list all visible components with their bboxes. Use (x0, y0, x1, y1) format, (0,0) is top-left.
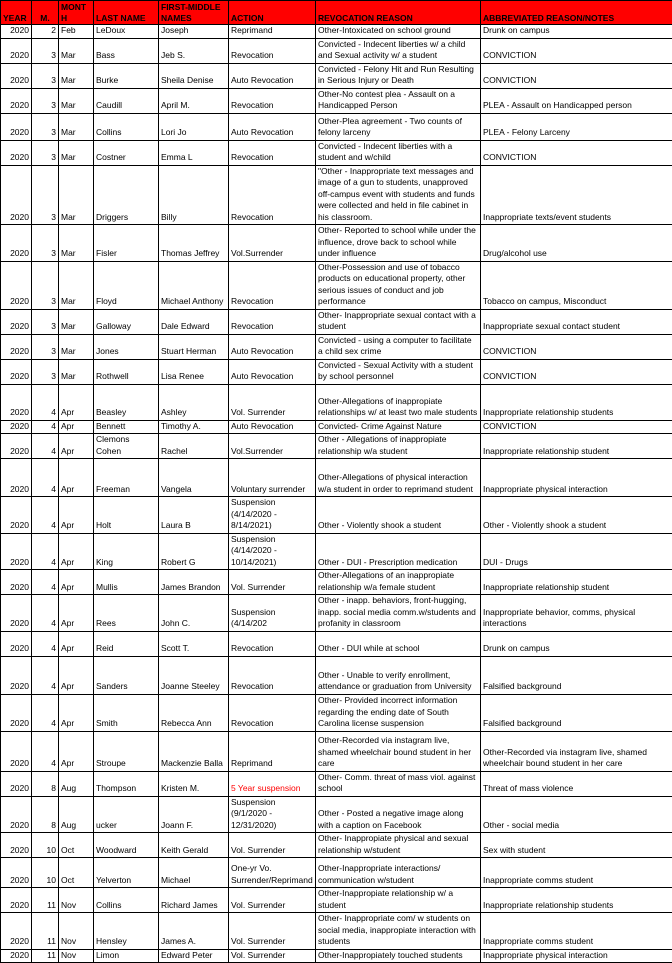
cell-action[interactable]: Vol.Surrender (229, 225, 316, 262)
cell-last-name[interactable]: Rothwell (94, 359, 159, 384)
table-row (1, 140, 672, 165)
cell-month-number[interactable]: 3 (32, 140, 59, 165)
cell-last-name[interactable]: Jones (94, 334, 159, 359)
cell-revocation-reason[interactable]: Other- Comm. threat of mass viol. against school (316, 771, 481, 796)
header-cell-action[interactable]: ACTION (229, 1, 316, 25)
cell-month-number[interactable]: 4 (32, 656, 59, 694)
cell-abbreviated-reason-notes[interactable]: Inappropriate relationship students (481, 384, 672, 420)
cell-month-number[interactable]: 4 (32, 434, 59, 459)
cell-month[interactable]: Apr (59, 656, 94, 694)
cell-action[interactable]: Auto Revocation (229, 359, 316, 384)
table-row (1, 497, 672, 534)
cell-first-middle-names[interactable]: Lisa Renee (159, 359, 229, 384)
table-row (1, 261, 672, 309)
cell-last-name[interactable]: Reid (94, 631, 159, 656)
cell-month[interactable]: Apr (59, 497, 94, 534)
cell-revocation-reason[interactable]: Other-Possession and use of tobacco products on educational property, other serious issues of conduct and job performance (316, 261, 481, 309)
table-row (1, 833, 672, 858)
cell-revocation-reason[interactable]: Other- Reported to school while under the influence, drove back to school while under influence (316, 225, 481, 262)
cell-month[interactable]: Mar (59, 334, 94, 359)
cell-abbreviated-reason-notes[interactable]: Drug/alcohol use (481, 225, 672, 262)
cell-year[interactable]: 2020 (1, 771, 32, 796)
cell-last-name[interactable]: Hensley (94, 913, 159, 950)
cell-last-name[interactable]: Costner (94, 140, 159, 165)
cell-month-number[interactable]: 3 (32, 225, 59, 262)
cell-month-number[interactable]: 4 (32, 731, 59, 771)
cell-revocation-reason[interactable]: Other - Posted a negative image along with a caption on Facebook (316, 796, 481, 833)
cell-first-middle-names[interactable]: Michael (159, 858, 229, 888)
cell-abbreviated-reason-notes[interactable]: Inappropriate relationship students (481, 888, 672, 913)
cell-first-middle-names[interactable]: Billy (159, 165, 229, 225)
cell-abbreviated-reason-notes[interactable]: CONVICTION (481, 420, 672, 434)
table-row (1, 694, 672, 731)
cell-year[interactable]: 2020 (1, 888, 32, 913)
cell-month[interactable]: Apr (59, 434, 94, 459)
cell-revocation-reason[interactable]: Other - inapp. behaviors, front-hugging, inapp. social media comm.w/students and profanity in classroom (316, 595, 481, 632)
cell-first-middle-names[interactable]: Timothy A. (159, 420, 229, 434)
cell-revocation-reason[interactable]: Other - DUI while at school (316, 631, 481, 656)
cell-year[interactable]: 2020 (1, 25, 32, 39)
cell-month[interactable]: Apr (59, 694, 94, 731)
cell-month[interactable]: Aug (59, 796, 94, 833)
cell-month-number[interactable]: 4 (32, 595, 59, 632)
cell-month-number[interactable]: 10 (32, 858, 59, 888)
table-row (1, 434, 672, 459)
cell-month[interactable]: Mar (59, 113, 94, 140)
table-row (1, 420, 672, 434)
cell-abbreviated-reason-notes[interactable]: Sex with student (481, 833, 672, 858)
cell-month[interactable]: Mar (59, 63, 94, 88)
cell-month[interactable]: Nov (59, 949, 94, 963)
cell-last-name[interactable]: Clemons Cohen (94, 434, 159, 459)
cell-abbreviated-reason-notes[interactable]: Falsified background (481, 656, 672, 694)
cell-action[interactable]: Auto Revocation (229, 113, 316, 140)
cell-action[interactable]: Suspension (4/14/2020 - 10/14/2021) (229, 533, 316, 570)
cell-revocation-reason[interactable]: Other-Intoxicated on school ground (316, 25, 481, 39)
cell-action[interactable]: Vol. Surrender (229, 949, 316, 963)
cell-abbreviated-reason-notes[interactable]: Falsified background (481, 694, 672, 731)
cell-year[interactable]: 2020 (1, 833, 32, 858)
header-row (1, 1, 672, 25)
cell-last-name[interactable]: Collins (94, 113, 159, 140)
cell-month-number[interactable]: 4 (32, 459, 59, 497)
cell-month-number[interactable]: 4 (32, 570, 59, 595)
cell-abbreviated-reason-notes[interactable]: CONVICTION (481, 359, 672, 384)
cell-last-name[interactable]: Limon (94, 949, 159, 963)
cell-abbreviated-reason-notes[interactable]: Inappropriate physical interaction (481, 459, 672, 497)
cell-year[interactable]: 2020 (1, 261, 32, 309)
table-row (1, 88, 672, 113)
cell-abbreviated-reason-notes[interactable]: PLEA - Assault on Handicapped person (481, 88, 672, 113)
cell-month-number[interactable]: 3 (32, 261, 59, 309)
cell-first-middle-names[interactable]: Edward Peter (159, 949, 229, 963)
cell-month-number[interactable]: 3 (32, 38, 59, 63)
cell-month-number[interactable]: 4 (32, 384, 59, 420)
cell-last-name[interactable]: LeDoux (94, 25, 159, 39)
cell-abbreviated-reason-notes[interactable]: Inappropriate comms student (481, 858, 672, 888)
table-row (1, 570, 672, 595)
cell-month-number[interactable]: 3 (32, 309, 59, 334)
header-cell-last-name[interactable]: LAST NAME (94, 1, 159, 25)
cell-month-number[interactable]: 4 (32, 420, 59, 434)
cell-month[interactable]: Apr (59, 459, 94, 497)
cell-action[interactable]: Revocation (229, 165, 316, 225)
cell-month[interactable]: Apr (59, 570, 94, 595)
cell-first-middle-names[interactable]: Vangela (159, 459, 229, 497)
cell-revocation-reason[interactable]: Other-Inappropiately touched students (316, 949, 481, 963)
cell-action[interactable]: Vol. Surrender (229, 913, 316, 950)
table-row (1, 359, 672, 384)
table-row (1, 631, 672, 656)
cell-revocation-reason[interactable]: Convicted - Felony Hit and Run Resulting in Serious Injury or Death (316, 63, 481, 88)
table-row (1, 888, 672, 913)
cell-year[interactable]: 2020 (1, 140, 32, 165)
cell-action[interactable]: Vol. Surrender (229, 833, 316, 858)
cell-action[interactable]: Revocation (229, 656, 316, 694)
cell-abbreviated-reason-notes[interactable]: Inappropriate relationship student (481, 570, 672, 595)
cell-first-middle-names[interactable]: Laura B (159, 497, 229, 534)
cell-revocation-reason[interactable]: Convicted- Crime Against Nature (316, 420, 481, 434)
cell-first-middle-names[interactable]: Richard James (159, 888, 229, 913)
cell-year[interactable]: 2020 (1, 533, 32, 570)
cell-last-name[interactable]: Mullis (94, 570, 159, 595)
cell-last-name[interactable]: Bass (94, 38, 159, 63)
cell-first-middle-names[interactable]: Dale Edward (159, 309, 229, 334)
table-row (1, 38, 672, 63)
cell-month[interactable]: Apr (59, 631, 94, 656)
cell-action[interactable]: Vol. Surrender (229, 384, 316, 420)
cell-year[interactable]: 2020 (1, 731, 32, 771)
cell-last-name[interactable]: Driggers (94, 165, 159, 225)
cell-action[interactable]: Revocation (229, 309, 316, 334)
cell-year[interactable]: 2020 (1, 359, 32, 384)
cell-year[interactable]: 2020 (1, 334, 32, 359)
cell-action[interactable]: Reprimand (229, 25, 316, 39)
cell-revocation-reason[interactable]: Other- Inappropiate physical and sexual relationship w/student (316, 833, 481, 858)
cell-last-name[interactable]: Woodward (94, 833, 159, 858)
table-row (1, 533, 672, 570)
cell-action[interactable]: Vol. Surrender (229, 888, 316, 913)
cell-first-middle-names[interactable]: John C. (159, 595, 229, 632)
cell-action[interactable]: Suspension (4/14/202 (229, 595, 316, 632)
cell-revocation-reason[interactable]: Other - Violently shook a student (316, 497, 481, 534)
cell-first-middle-names[interactable]: Mackenzie Balla (159, 731, 229, 771)
table-row (1, 63, 672, 88)
header-cell-month[interactable]: MONTH (59, 1, 94, 25)
cell-year[interactable]: 2020 (1, 165, 32, 225)
cell-month[interactable]: Mar (59, 261, 94, 309)
cell-month[interactable]: Mar (59, 359, 94, 384)
cell-abbreviated-reason-notes[interactable]: CONVICTION (481, 334, 672, 359)
cell-year[interactable]: 2020 (1, 913, 32, 950)
cell-month[interactable]: Mar (59, 38, 94, 63)
table-row (1, 165, 672, 225)
cell-action[interactable]: Revocation (229, 140, 316, 165)
cell-last-name[interactable]: ucker (94, 796, 159, 833)
cell-revocation-reason[interactable]: Other- Inappropriate com/ w students on social media, inappropiate interaction with students (316, 913, 481, 950)
table-row (1, 913, 672, 950)
cell-action[interactable]: Revocation (229, 631, 316, 656)
header-cell-abbreviated-reason-notes[interactable]: ABBREVIATED REASON/NOTES (481, 1, 672, 25)
cell-first-middle-names[interactable]: Rebecca Ann (159, 694, 229, 731)
cell-first-middle-names[interactable]: Stuart Herman (159, 334, 229, 359)
cell-abbreviated-reason-notes[interactable]: CONVICTION (481, 63, 672, 88)
cell-last-name[interactable]: Yelverton (94, 858, 159, 888)
cell-first-middle-names[interactable]: Ashley (159, 384, 229, 420)
cell-year[interactable]: 2020 (1, 384, 32, 420)
cell-revocation-reason[interactable]: Other-Allegations of an inappropiate relationship w/a female student (316, 570, 481, 595)
table-row (1, 771, 672, 796)
cell-month-number[interactable]: 8 (32, 796, 59, 833)
cell-month-number[interactable]: 11 (32, 913, 59, 950)
table-row (1, 25, 672, 39)
cell-month-number[interactable]: 11 (32, 949, 59, 963)
cell-month[interactable]: Mar (59, 140, 94, 165)
cell-action[interactable]: Auto Revocation (229, 63, 316, 88)
cell-month-number[interactable]: 3 (32, 359, 59, 384)
table-row (1, 595, 672, 632)
cell-year[interactable]: 2020 (1, 434, 32, 459)
cell-action[interactable]: Reprimand (229, 731, 316, 771)
cell-abbreviated-reason-notes[interactable]: Inappropriate texts/event students (481, 165, 672, 225)
cell-year[interactable]: 2020 (1, 63, 32, 88)
cell-action[interactable]: One-yr Vo. Surrender/Reprimand (229, 858, 316, 888)
cell-abbreviated-reason-notes[interactable]: Inappropriate sexual contact student (481, 309, 672, 334)
cell-revocation-reason[interactable]: Other - Allegations of inappropiate relationship w/a student (316, 434, 481, 459)
cell-revocation-reason[interactable]: Other- Provided incorrect information regarding the ending date of South Carolina license suspension (316, 694, 481, 731)
cell-year[interactable]: 2020 (1, 309, 32, 334)
cell-year[interactable]: 2020 (1, 694, 32, 731)
cell-first-middle-names[interactable]: Rachel (159, 434, 229, 459)
cell-revocation-reason[interactable]: "Other - Inappropriate text messages and image of a gun to students, unapproved off-campus event with students and funds were collected and held in file cabinet in his classroom. (316, 165, 481, 225)
cell-last-name[interactable]: Floyd (94, 261, 159, 309)
header-cell-first-middle-names[interactable]: FIRST-MIDDLE NAMES (159, 1, 229, 25)
header-cell-year[interactable]: YEAR (1, 1, 32, 25)
header-cell-month-number[interactable]: M. (32, 1, 59, 25)
cell-month[interactable]: Nov (59, 888, 94, 913)
cell-revocation-reason[interactable]: Convicted - Indecent liberties with a student and w/child (316, 140, 481, 165)
cell-first-middle-names[interactable]: Lori Jo (159, 113, 229, 140)
cell-revocation-reason[interactable]: Other-Plea agreement - Two counts of felony larceny (316, 113, 481, 140)
cell-first-middle-names[interactable]: Joann F. (159, 796, 229, 833)
cell-month[interactable]: Aug (59, 771, 94, 796)
cell-month-number[interactable]: 3 (32, 63, 59, 88)
table-row (1, 731, 672, 771)
cell-last-name[interactable]: Fisler (94, 225, 159, 262)
table-body (1, 25, 672, 963)
cell-month[interactable]: Feb (59, 25, 94, 39)
cell-last-name[interactable]: Holt (94, 497, 159, 534)
cell-month[interactable]: Apr (59, 533, 94, 570)
cell-abbreviated-reason-notes[interactable]: Inappropriate physical interaction (481, 949, 672, 963)
cell-abbreviated-reason-notes[interactable]: Inappropriate behavior, comms, physical interactions (481, 595, 672, 632)
cell-first-middle-names[interactable]: Scott T. (159, 631, 229, 656)
table-row (1, 384, 672, 420)
cell-abbreviated-reason-notes[interactable]: Tobacco on campus, Misconduct (481, 261, 672, 309)
cell-first-middle-names[interactable]: Joseph (159, 25, 229, 39)
cell-last-name[interactable]: Beasley (94, 384, 159, 420)
cell-action[interactable]: Vol.Surrender (229, 434, 316, 459)
cell-revocation-reason[interactable]: Other-Allegations of physical interaction w/a student in order to reprimand student (316, 459, 481, 497)
cell-abbreviated-reason-notes[interactable]: Inappropriate relationship student (481, 434, 672, 459)
cell-month-number[interactable]: 10 (32, 833, 59, 858)
table-row (1, 949, 672, 963)
cell-action[interactable]: Revocation (229, 38, 316, 63)
cell-last-name[interactable]: King (94, 533, 159, 570)
cell-year[interactable]: 2020 (1, 459, 32, 497)
table-row (1, 858, 672, 888)
cell-revocation-reason[interactable]: Other-Inappropriate interactions/ communication w/student (316, 858, 481, 888)
cell-abbreviated-reason-notes[interactable]: Inappropriate comms student (481, 913, 672, 950)
cell-abbreviated-reason-notes[interactable]: Other - Violently shook a student (481, 497, 672, 534)
header-cell-revocation-reason[interactable]: REVOCATION REASON (316, 1, 481, 25)
cell-year[interactable]: 2020 (1, 497, 32, 534)
cell-first-middle-names[interactable]: Kristen M. (159, 771, 229, 796)
cell-revocation-reason[interactable]: Other-No contest plea - Assault on a Handicapped Person (316, 88, 481, 113)
cell-month-number[interactable]: 3 (32, 165, 59, 225)
cell-last-name[interactable]: Galloway (94, 309, 159, 334)
cell-month[interactable]: Mar (59, 165, 94, 225)
cell-first-middle-names[interactable]: Joanne Steeley (159, 656, 229, 694)
cell-revocation-reason[interactable]: Other- Inappropriate sexual contact with a student (316, 309, 481, 334)
cell-month-number[interactable]: 4 (32, 631, 59, 656)
cell-year[interactable]: 2020 (1, 420, 32, 434)
table-row (1, 334, 672, 359)
cell-abbreviated-reason-notes[interactable]: DUI - Drugs (481, 533, 672, 570)
cell-year[interactable]: 2020 (1, 570, 32, 595)
cell-abbreviated-reason-notes[interactable]: CONVICTION (481, 140, 672, 165)
table-row (1, 225, 672, 262)
cell-revocation-reason[interactable]: Other-Allegations of inappropiate relationships w/ at least two male students (316, 384, 481, 420)
cell-first-middle-names[interactable]: Keith Gerald (159, 833, 229, 858)
cell-last-name[interactable]: Bennett (94, 420, 159, 434)
cell-month-number[interactable]: 3 (32, 113, 59, 140)
cell-action[interactable]: 5 Year suspension (229, 771, 316, 796)
cell-abbreviated-reason-notes[interactable]: Other-Recorded via instagram live, shamed wheelchair bound student in her care (481, 731, 672, 771)
cell-action[interactable]: Vol. Surrender (229, 570, 316, 595)
cell-revocation-reason[interactable]: Convicted - using a computer to facilitate a child sex crime (316, 334, 481, 359)
cell-abbreviated-reason-notes[interactable]: Drunk on campus (481, 631, 672, 656)
cell-year[interactable]: 2020 (1, 858, 32, 888)
table-row (1, 796, 672, 833)
cell-first-middle-names[interactable]: Thomas Jeffrey (159, 225, 229, 262)
cell-last-name[interactable]: Smith (94, 694, 159, 731)
cell-first-middle-names[interactable]: Sheila Denise (159, 63, 229, 88)
cell-month-number[interactable]: 11 (32, 888, 59, 913)
cell-month[interactable]: Mar (59, 309, 94, 334)
cell-month[interactable]: Apr (59, 595, 94, 632)
cell-last-name[interactable]: Rees (94, 595, 159, 632)
cell-last-name[interactable]: Thompson (94, 771, 159, 796)
cell-abbreviated-reason-notes[interactable]: Drunk on campus (481, 25, 672, 39)
cell-year[interactable]: 2020 (1, 796, 32, 833)
cell-month-number[interactable]: 4 (32, 533, 59, 570)
cell-abbreviated-reason-notes[interactable]: CONVICTION (481, 38, 672, 63)
cell-action[interactable]: Suspension (4/14/2020 - 8/14/2021) (229, 497, 316, 534)
cell-revocation-reason[interactable]: Other-Inappropiate relationship w/ a student (316, 888, 481, 913)
table-row (1, 656, 672, 694)
cell-revocation-reason[interactable]: Convicted - Sexual Activity with a student by school personnel (316, 359, 481, 384)
cell-first-middle-names[interactable]: Jeb S. (159, 38, 229, 63)
cell-action[interactable]: Revocation (229, 88, 316, 113)
cell-last-name[interactable]: Caudill (94, 88, 159, 113)
table-row (1, 309, 672, 334)
cell-year[interactable]: 2020 (1, 631, 32, 656)
cell-action[interactable]: Voluntary surrender (229, 459, 316, 497)
cell-last-name[interactable]: Stroupe (94, 731, 159, 771)
cell-month[interactable]: Mar (59, 88, 94, 113)
cell-year[interactable]: 2020 (1, 225, 32, 262)
cell-month-number[interactable]: 8 (32, 771, 59, 796)
cell-revocation-reason[interactable]: Other-Recorded via instagram live, shamed wheelchair bound student in her care (316, 731, 481, 771)
table-row (1, 113, 672, 140)
cell-revocation-reason[interactable]: Convicted - Indecent liberties w/ a child and Sexual activity w/ a student (316, 38, 481, 63)
cell-month-number[interactable]: 2 (32, 25, 59, 39)
cell-first-middle-names[interactable]: Michael Anthony (159, 261, 229, 309)
cell-year[interactable]: 2020 (1, 595, 32, 632)
cell-first-middle-names[interactable]: April M. (159, 88, 229, 113)
cell-abbreviated-reason-notes[interactable]: PLEA - Felony Larceny (481, 113, 672, 140)
cell-first-middle-names[interactable]: Robert G (159, 533, 229, 570)
cell-action[interactable]: Auto Revocation (229, 334, 316, 359)
cell-abbreviated-reason-notes[interactable]: Other - social media (481, 796, 672, 833)
cell-year[interactable]: 2020 (1, 113, 32, 140)
cell-revocation-reason[interactable]: Other - DUI - Prescription medication (316, 533, 481, 570)
cell-last-name[interactable]: Freeman (94, 459, 159, 497)
cell-month[interactable]: Mar (59, 225, 94, 262)
cell-first-middle-names[interactable]: James A. (159, 913, 229, 950)
cell-month-number[interactable]: 4 (32, 497, 59, 534)
cell-month[interactable]: Oct (59, 858, 94, 888)
cell-month[interactable]: Apr (59, 731, 94, 771)
cell-year[interactable]: 2020 (1, 949, 32, 963)
cell-last-name[interactable]: Burke (94, 63, 159, 88)
cell-year[interactable]: 2020 (1, 656, 32, 694)
cell-first-middle-names[interactable]: James Brandon (159, 570, 229, 595)
cell-abbreviated-reason-notes[interactable]: Threat of mass violence (481, 771, 672, 796)
cell-action[interactable]: Revocation (229, 694, 316, 731)
table-row (1, 459, 672, 497)
cell-year[interactable]: 2020 (1, 38, 32, 63)
cell-month-number[interactable]: 3 (32, 88, 59, 113)
cell-month[interactable]: Apr (59, 384, 94, 420)
cell-action[interactable]: Suspension (9/1/2020 - 12/31/2020) (229, 796, 316, 833)
cell-first-middle-names[interactable]: Emma L (159, 140, 229, 165)
cell-month-number[interactable]: 4 (32, 694, 59, 731)
cell-year[interactable]: 2020 (1, 88, 32, 113)
cell-month-number[interactable]: 3 (32, 334, 59, 359)
cell-action[interactable]: Auto Revocation (229, 420, 316, 434)
cell-month[interactable]: Apr (59, 420, 94, 434)
cell-month[interactable]: Oct (59, 833, 94, 858)
cell-last-name[interactable]: Sanders (94, 656, 159, 694)
cell-revocation-reason[interactable]: Other - Unable to verify enrollment, attendance or graduation from University (316, 656, 481, 694)
cell-action[interactable]: Revocation (229, 261, 316, 309)
cell-month[interactable]: Nov (59, 913, 94, 950)
cell-last-name[interactable]: Collins (94, 888, 159, 913)
